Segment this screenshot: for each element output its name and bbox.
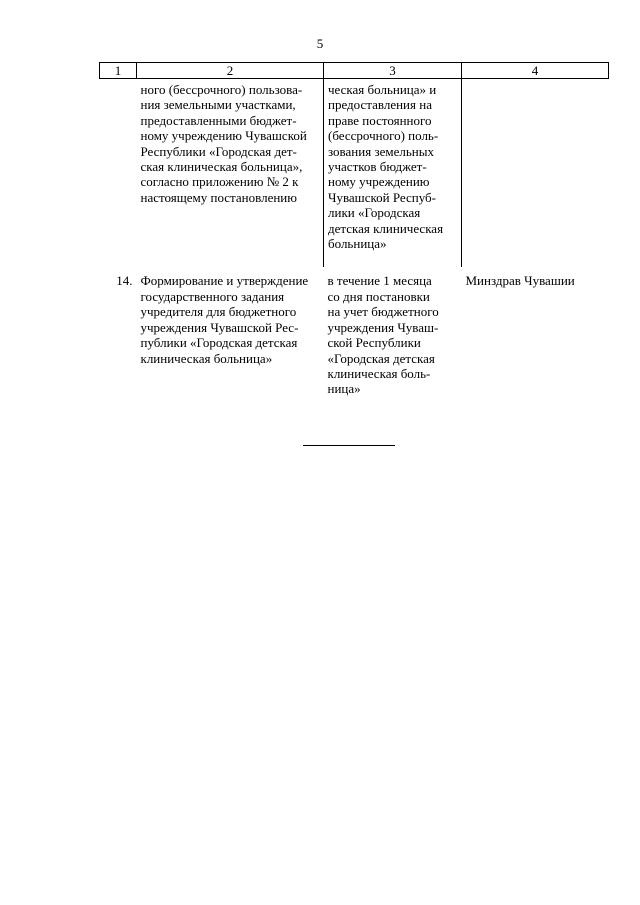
table-row <box>100 79 609 268</box>
table-row <box>100 267 609 396</box>
measure-cell: ного (бессрочного) пользова- ния земельными участками, предоставленными бюджет- ному учреждению Чувашской Республики «Городская дет- ская клиническая больница», согласно приложению № 2 к настоящему постановлению <box>140 82 307 205</box>
table-header-row <box>100 63 609 79</box>
page-number: 5 <box>316 36 324 51</box>
responsible-cell: Минздрав Чувашии <box>465 273 575 289</box>
column-header-4: 4 <box>462 63 609 79</box>
responsible-cell <box>462 79 609 268</box>
measures-table <box>99 62 609 397</box>
column-header-1: 1 <box>100 63 137 79</box>
row-number: 14. <box>116 273 133 289</box>
measure-cell: Формирование и утверждение государственного задания учредителя для бюджетного учреждения Чувашской Рес- публики «Городская детская клиническая больница» <box>140 273 309 366</box>
end-of-document-line <box>303 445 395 446</box>
column-header-2: 2 <box>137 63 324 79</box>
column-header-3: 3 <box>324 63 462 79</box>
deadline-cell: в течение 1 месяца со дня постановки на учет бюджетного учреждения Чуваш- ской Республики «Городская детская клиническая боль- ница» <box>327 273 439 397</box>
deadline-cell: ческая больница» и предоставления на праве постоянного (бессрочного) поль- зования земельных участков бюджет- ному учреждению Чувашской Респуб- лики «Городская детская клиническая больница» <box>324 79 462 268</box>
row-number <box>100 79 137 268</box>
